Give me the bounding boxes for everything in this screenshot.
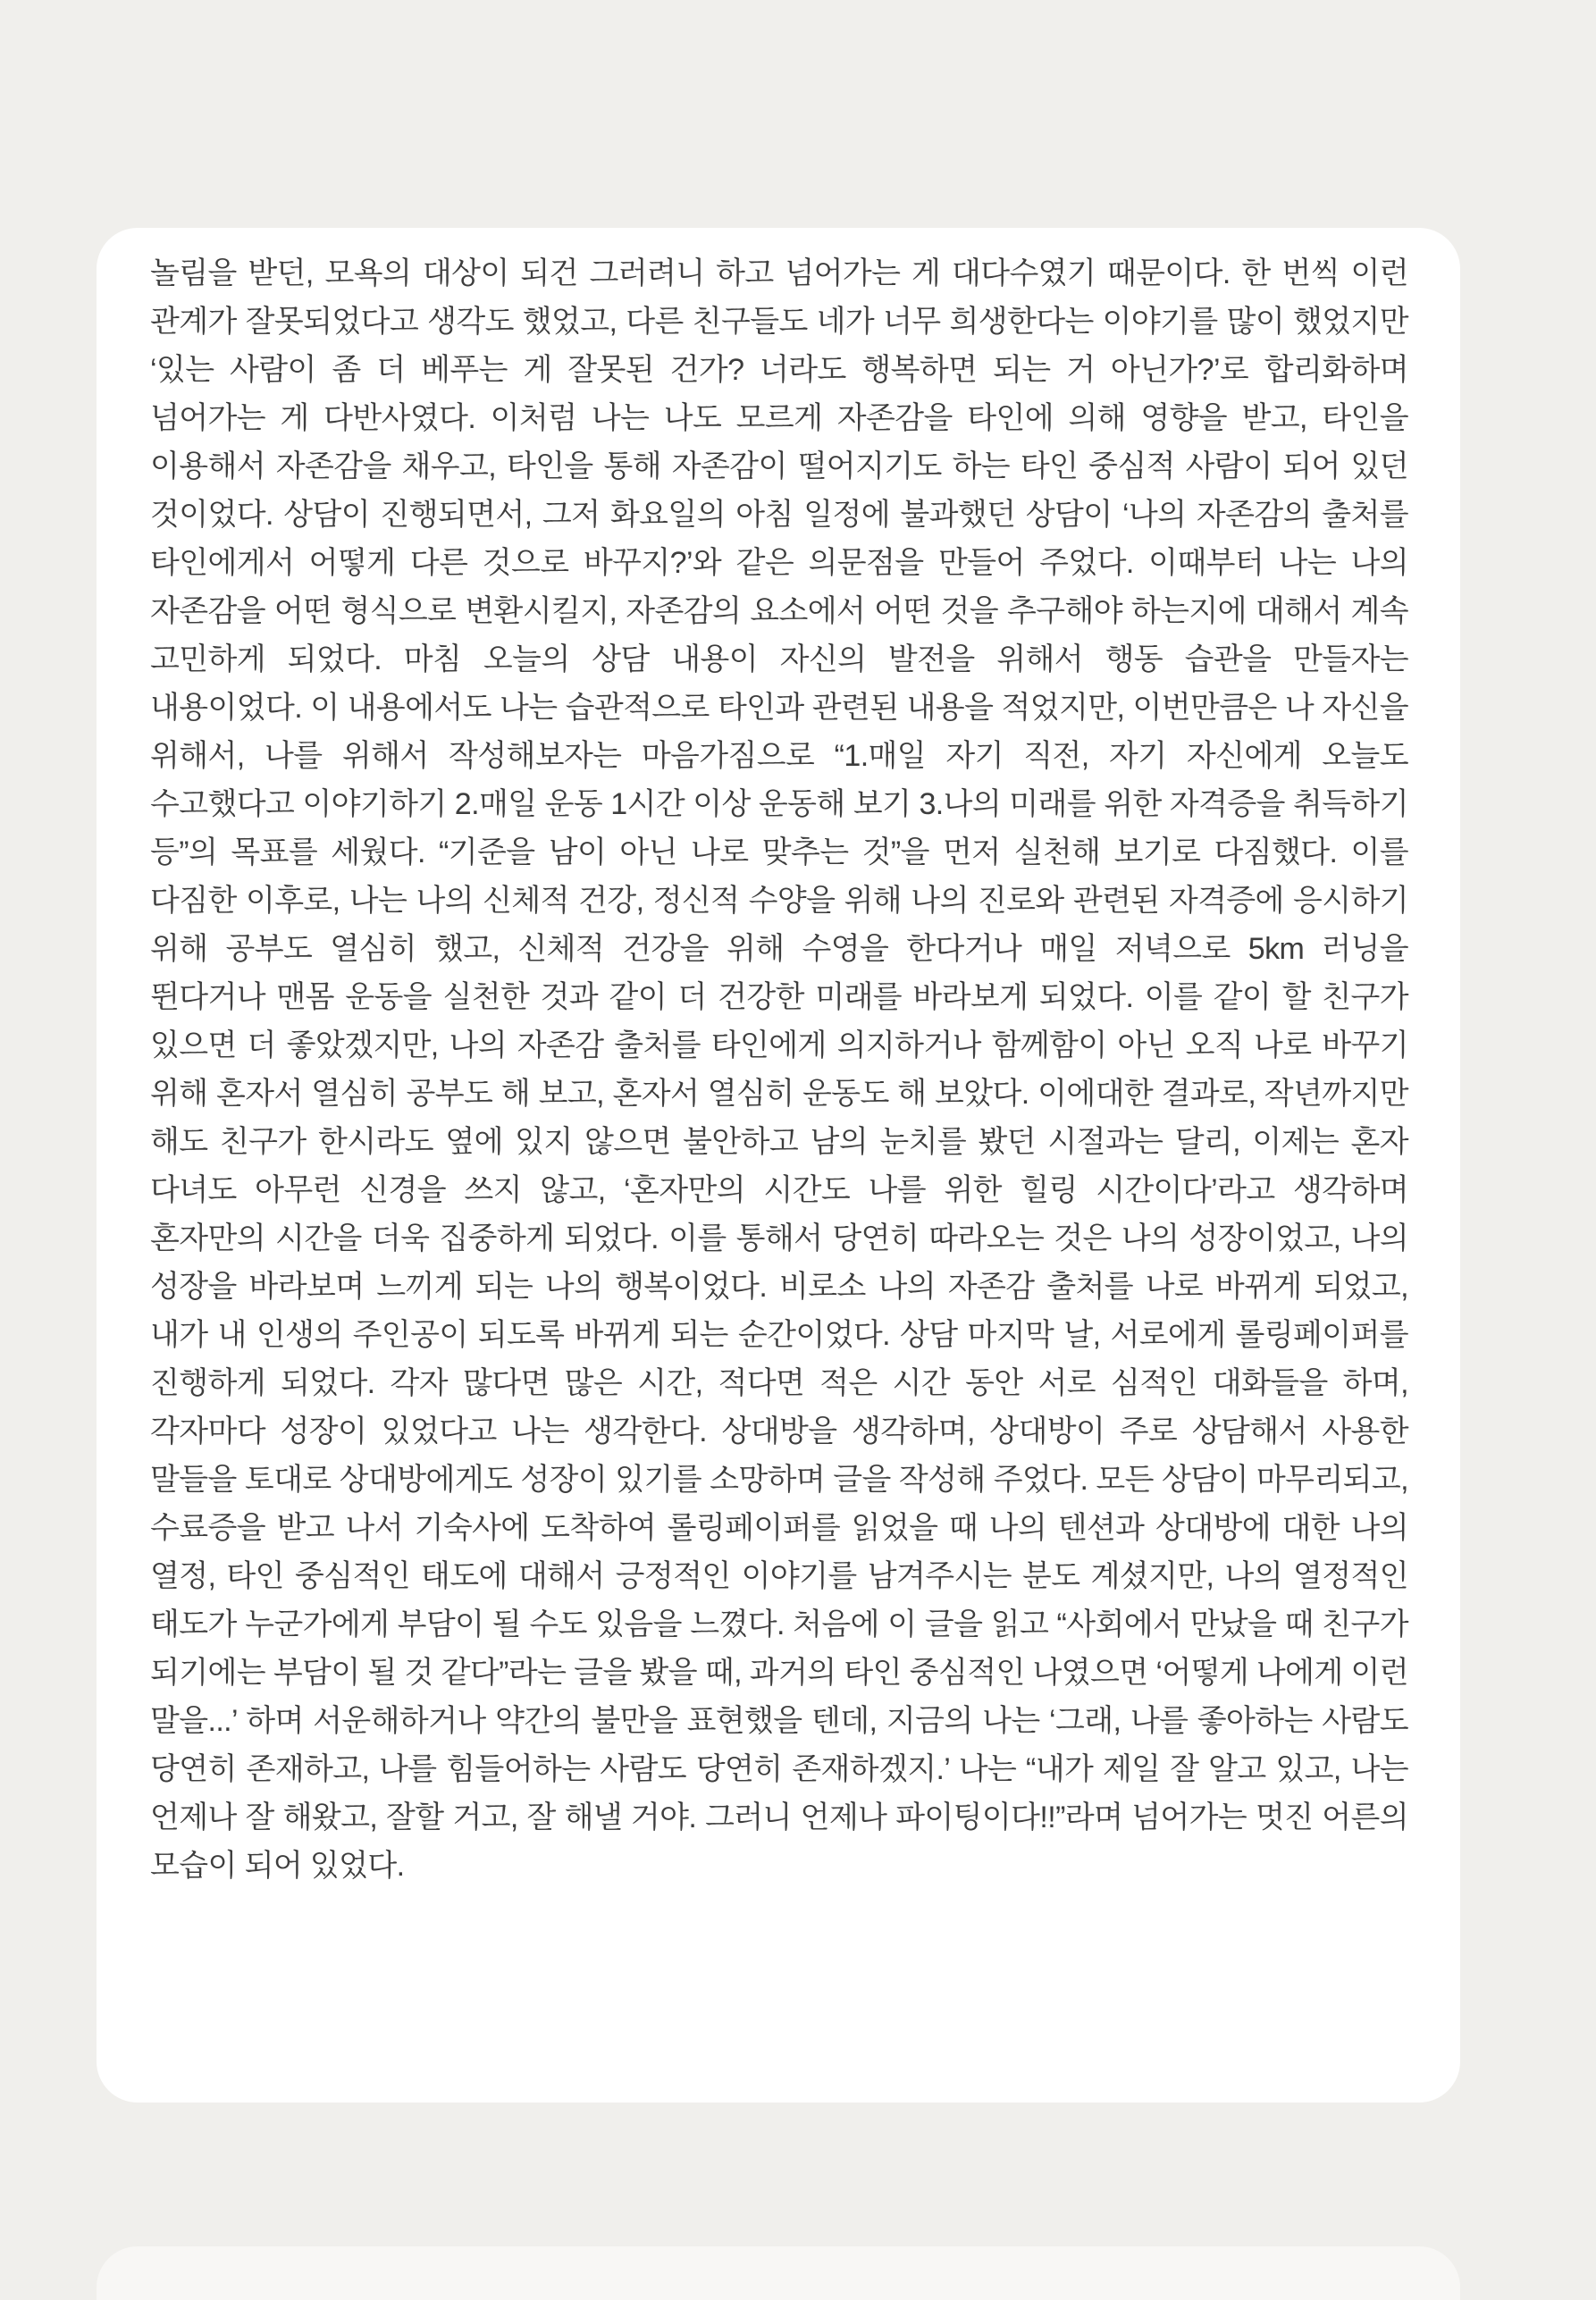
document-card xyxy=(97,228,1460,2103)
next-card-peek xyxy=(97,2246,1460,2300)
body-paragraph: 놀림을 받던, 모욕의 대상이 되건 그러려니 하고 넘어가는 게 대다수였기 때문이다. 한 번씩 이런 관계가 잘못되었다고 생각도 했었고, 다른 친구들도 네가 너무 희생한다는 이야기를 많이 했었지만 ‘있는 사람이 좀 더 베푸는 게 잘못된 건가? 너라도 행복하면 되는 거 아닌가?’로 합리화하며 넘어가는 게 다반사였다. 이처럼 나는 나도 모르게 자존감을 타인에 의해 영향을 받고, 타인을 이용해서 자존감을 채우고, 타인을 통해 자존감이 떨어지기도 하는 타인 중심적 사람이 되어 있던 것이었다. 상담이 진행되면서, 그저 화요일의 아침 일정에 불과했던 상담이 ‘나의 자존감의 출처를 타인에게서 어떻게 다른 것으로 바꾸지?’와 같은 의문점을 만들어 주었다. 이때부터 나는 나의 자존감을 어떤 형식으로 변환시킬지, 자존감의 요소에서 어떤 것을 추구해야 하는지에 대해서 계속 고민하게 되었다. 마침 오늘의 상담 내용이 자신의 발전을 위해서 행동 습관을 만들자는 내용이었다. 이 내용에서도 나는 습관적으로 타인과 관련된 내용을 적었지만, 이번만큼은 나 자신을 위해서, 나를 위해서 작성해보자는 마음가짐으로 “1.매일 자기 직전, 자기 자신에게 오늘도 수고했다고 이야기하기 2.매일 운동 1시간 이상 운동해 보기 3.나의 미래를 위한 자격증을 취득하기 등”의 목표를 세웠다. “기준을 남이 아닌 나로 맞추는 것”을 먼저 실천해 보기로 다짐했다. 이를 다짐한 이후로, 나는 나의 신체적 건강, 정신적 수양을 위해 나의 진로와 관련된 자격증에 응시하기 위해 공부도 열심히 했고, 신체적 건강을 위해 수영을 한다거나 매일 저녁으로 5km 러닝을 뛴다거나 맨몸 운동을 실천한 것과 같이 더 건강한 미래를 바라보게 되었다. 이를 같이 할 친구가 있으면 더 좋았겠지만, 나의 자존감 출처를 타인에게 의지하거나 함께함이 아닌 오직 나로 바꾸기 위해 혼자서 열심히 공부도 해 보고, 혼자서 열심히 운동도 해 보았다. 이에대한 결과로, 작년까지만 해도 친구가 한시라도 옆에 있지 않으면 불안하고 남의 눈치를 봤던 시절과는 달리, 이제는 혼자 다녀도 아무런 신경을 쓰지 않고, ‘혼자만의 시간도 나를 위한 힐링 시간이다’라고 생각하며 혼자만의 시간을 더욱 집중하게 되었다. 이를 통해서 당연히 따라오는 것은 나의 성장이었고, 나의 성장을 바라보며 느끼게 되는 나의 행복이었다. 비로소 나의 자존감 출처를 나로 바뀌게 되었고, 내가 내 인생의 주인공이 되도록 바뀌게 되는 순간이었다. 상담 마지막 날, 서로에게 롤링페이퍼를 진행하게 되었다. 각자 많다면 많은 시간, 적다면 적은 시간 동안 서로 심적인 대화들을 하며, 각자마다 성장이 있었다고 나는 생각한다. 상대방을 생각하며, 상대방이 주로 상담해서 사용한 말들을 토대로 상대방에게도 성장이 있기를 소망하며 글을 작성해 주었다. 모든 상담이 마무리되고, 수료증을 받고 나서 기숙사에 도착하여 롤링페이퍼를 읽었을 때 나의 텐션과 상대방에 대한 나의 열정, 타인 중심적인 태도에 대해서 긍정적인 이야기를 남겨주시는 분도 계셨지만, 나의 열정적인 태도가 누군가에게 부담이 될 수도 있음을 느꼈다. 처음에 이 글을 읽고 “사회에서 만났을 때 친구가 되기에는 부담이 될 것 같다”라는 글을 봤을 때, 과거의 타인 중심적인 나였으면 ‘어떻게 나에게 이런 말을...’ 하며 서운해하거나 약간의 불만을 표현했을 텐데, 지금의 나는 ‘그래, 나를 좋아하는 사람도 당연히 존재하고, 나를 힘들어하는 사람도 당연히 존재하겠지.’ 나는 “내가 제일 잘 알고 있고, 나는 언제나 잘 해왔고, 잘할 거고, 잘 해낼 거야. 그러니 언제나 파이팅이다!!”라며 넘어가는 멋진 어른의 모습이 되어 있었다. xyxy=(150,256,1408,1883)
document-card-content xyxy=(150,249,1408,1890)
